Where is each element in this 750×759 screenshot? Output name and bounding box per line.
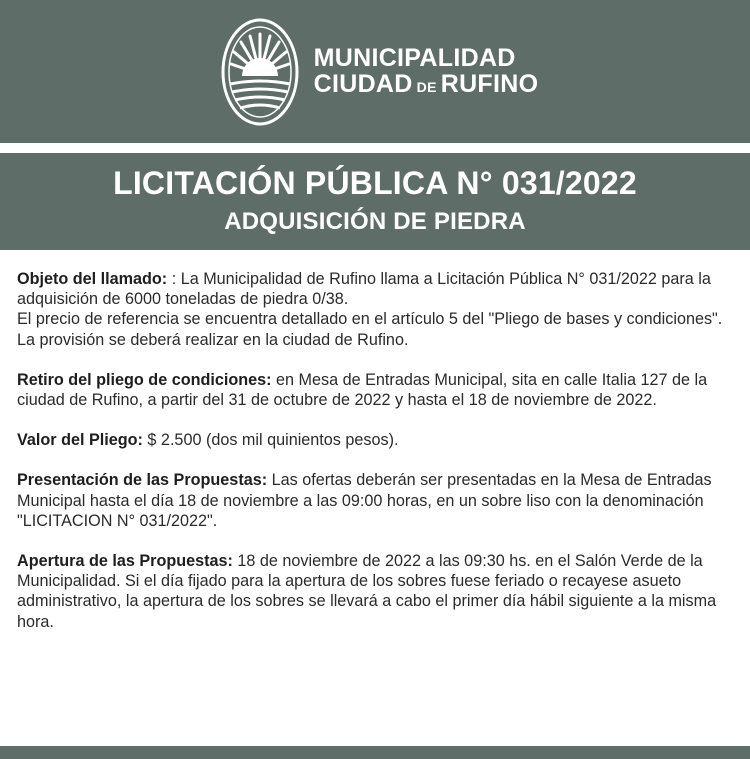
presentacion-text: Las ofertas deberán ser presentadas en la Mesa de Entradas Municipal hasta el día 18 de noviembre a las 09:00 horas, en un sobre liso con la denominación "LICITACION N° 031/2022". <box>17 471 712 530</box>
brand-word-ciudad: CIUDAD <box>313 70 413 98</box>
divider <box>0 143 750 153</box>
title-band <box>0 153 750 250</box>
page-title: LICITACIÓN PÚBLICA N° 031/2022 <box>113 165 637 201</box>
objeto-paragraph <box>17 269 739 350</box>
municipality-logo <box>220 16 539 128</box>
footer-bar <box>0 746 750 759</box>
apertura-paragraph <box>17 551 739 632</box>
presentacion-label: Presentación de las Propuestas: <box>17 471 268 490</box>
notice-body <box>17 269 739 652</box>
brand-word-de: DE <box>416 79 437 95</box>
retiro-text: en Mesa de Entradas Municipal, sita en calle Italia 127 de la ciudad de Rufino, a partir del 31 de octubre de 2022 y hasta el 18 de noviembre de 2022. <box>17 370 708 410</box>
valor-paragraph <box>17 430 739 450</box>
objeto-text-2: El precio de referencia se encuentra detallado en el artículo 5 del "Pliego de bases y condiciones". La provisión se deberá realizar en la ciudad de Rufino. <box>17 310 723 349</box>
municipal-seal-icon <box>220 16 300 128</box>
municipality-name <box>314 46 539 97</box>
objeto-text: : La Municipalidad de Rufino llama a Licitación Pública N° 031/2022 para la adquisición de 6000 toneladas de piedra 0/38. <box>17 270 711 309</box>
apertura-text: 18 de noviembre de 2022 a las 09:30 hs. en el Salón Verde de la Municipalidad. Si el día fijado para la apertura de los sobres fuese feriado o recayese asueto administrativo, la apertura de los sobres se llevará a cabo el primer día hábil siguiente a la misma hora. <box>17 552 717 631</box>
brand-word-rufino: RUFINO <box>440 70 539 98</box>
objeto-label: Objeto del llamado: <box>17 270 168 288</box>
page-subtitle: ADQUISICIÓN DE PIEDRA <box>224 208 526 235</box>
retiro-paragraph <box>17 370 739 410</box>
brand-line-1: MUNICIPALIDAD <box>313 44 516 72</box>
header-banner <box>0 0 750 143</box>
brand-line-2 <box>314 72 539 97</box>
retiro-label: Retiro del pliego de condiciones: <box>17 370 272 389</box>
valor-text: $ 2.500 (dos mil quinientos pesos). <box>142 431 399 450</box>
presentacion-paragraph <box>17 470 739 531</box>
apertura-label: Apertura de las Propuestas: <box>17 552 233 571</box>
valor-label: Valor del Pliego: <box>17 431 143 450</box>
